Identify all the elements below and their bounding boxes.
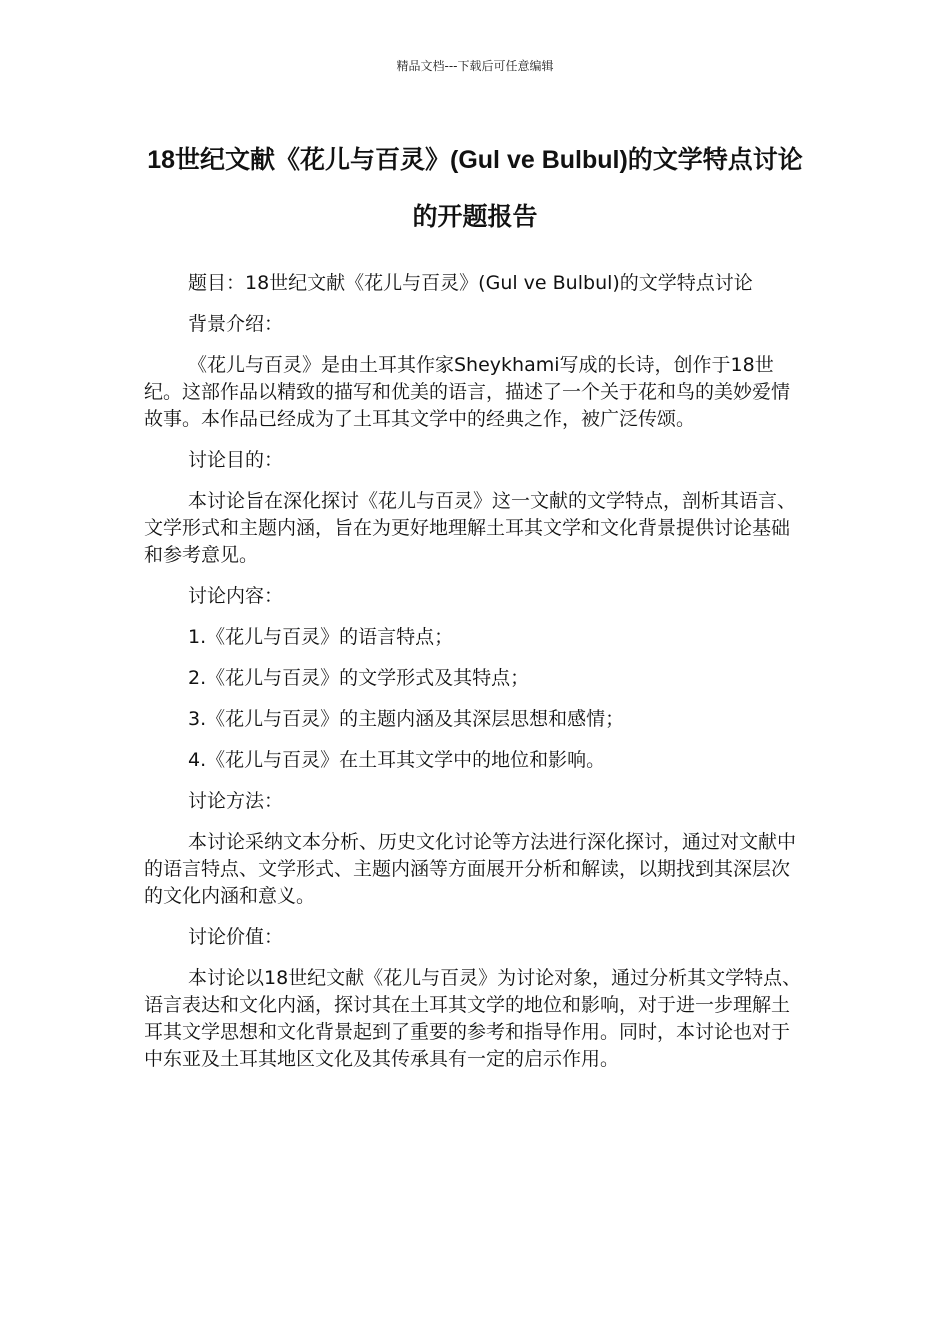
value-paragraph: 本讨论以18世纪文献《花儿与百灵》为讨论对象，通过分析其文学特点、语言表达和文化内涵，探讨其在土耳其文学的地位和影响，对于进一步理解土耳其文学思想和文化背景起到了重要的参考和指导作用。同时，本讨论也对于中东亚及土耳其地区文化及其传承具有一定的启示作用。 — [144, 967, 802, 1070]
content-item-3: 3.《花儿与百灵》的主题内涵及其深层思想和感情； — [188, 708, 625, 730]
header-note: 精品文档---下载后可任意编辑 — [396, 59, 554, 73]
topic-paragraph: 题目：18世纪文献《花儿与百灵》(Gul ve Bulbul)的文学特点讨论 — [188, 272, 753, 294]
content-item-2: 2.《花儿与百灵》的文学形式及其特点； — [188, 667, 530, 689]
background-paragraph: 《花儿与百灵》是由土耳其作家Sheykhami写成的长诗，创作于18世纪。这部作品以精致的描写和优美的语言，描述了一个关于花和鸟的美妙爱情故事。本作品已经成为了土耳其文学中的经典之作，被广泛传颂。 — [144, 354, 791, 430]
content-heading: 讨论内容： — [188, 585, 284, 607]
purpose-paragraph: 本讨论旨在深化探讨《花儿与百灵》这一文献的文学特点，剖析其语言、文学形式和主题内涵，旨在为更好地理解土耳其文学和文化背景提供讨论基础和参考意见。 — [144, 490, 797, 566]
value-heading: 讨论价值： — [188, 926, 284, 948]
purpose-heading: 讨论目的： — [188, 449, 284, 471]
document-body — [144, 270, 806, 1087]
method-heading: 讨论方法： — [188, 790, 284, 812]
content-item-4: 4.《花儿与百灵》在土耳其文学中的地位和影响。 — [188, 749, 606, 771]
method-paragraph: 本讨论采纳文本分析、历史文化讨论等方法进行深化探讨，通过对文献中的语言特点、文学形式、主题内涵等方面展开分析和解读，以期找到其深层次的文化内涵和意义。 — [144, 831, 797, 907]
content-item-1: 1.《花儿与百灵》的语言特点； — [188, 626, 454, 648]
background-heading: 背景介绍： — [188, 313, 284, 335]
document-title: 18世纪文献《花儿与百灵》(Gul ve Bulbul)的文学特点讨论的开题报告 — [147, 146, 803, 231]
